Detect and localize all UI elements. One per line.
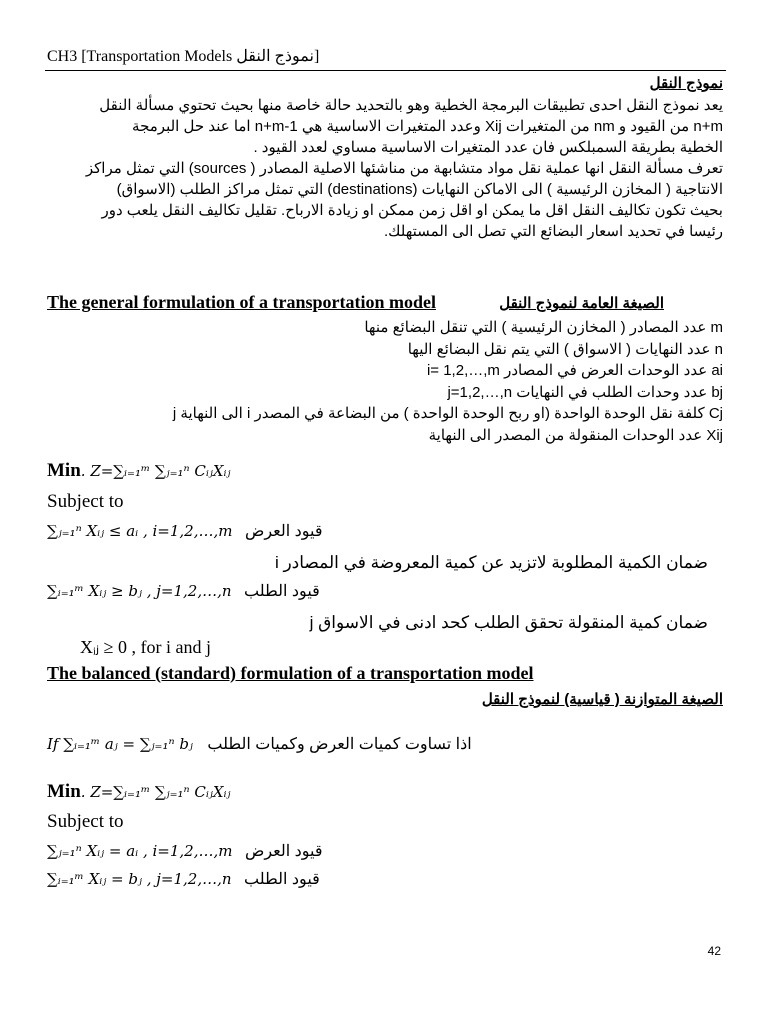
general-heading-en: The general formulation of a transportation model [47,292,436,312]
intro-line: تعرف مسألة النقل انها عملية نقل مواد متشابهة من مناشئها الاصلية المصادر ( sources) التي تمثل مراكز [85,160,723,177]
definition-item: bj عدد وحدات الطلب في النهايات j=1,2,…,n [447,383,723,401]
supply-label: قيود العرض [244,843,323,860]
general-objective [47,460,231,482]
intro-paragraph [41,95,723,242]
general-heading-ar: الصيغة العامة لنموذج النقل [499,295,664,312]
objective-expression: . Z=∑ᵢ₌₁ᵐ ∑ⱼ₌₁ⁿ CᵢⱼXᵢⱼ [80,783,231,801]
demand-label: قيود الطلب [244,583,320,600]
intro-line: رئيسا في تحديد اسعار البضائع التي تصل الى المستهلك. [383,223,723,240]
supply-constraint [47,520,323,541]
nonnegativity: Xᵢⱼ ≥ 0 , for i and j [80,637,211,657]
page-number: 42 [707,944,721,958]
supply-label: قيود العرض [244,523,323,540]
definition-item: ai عدد الوحدات العرض في المصادر i= 1,2,…,m [426,362,723,379]
header-divider [45,70,726,71]
intro-line: يعد نموذج النقل احدى تطبيقات البرمجة الخطية وهو بالتحديد حالة خاصة منها بحيث تحتوي مسألة النقل [99,97,723,114]
demand-note: ضمان كمية المنقولة تحقق الطلب كحد ادنى في الاسواق j [309,613,708,632]
definition-item: m عدد المصادر ( المخازن الرئيسية ) التي تنقل البضائع منها [364,319,723,336]
definition-item: Cj كلفة نقل الوحدة الواحدة (او ربح الوحدة الواحدة ) من البضاعة في المصدر i الى النهاية j [172,405,723,422]
demand-expression: ∑ᵢ₌₁ᵐ Xᵢⱼ = bⱼ , j=1,2,…,n [47,870,232,888]
balanced-heading-ar: الصيغة المتوازنة ( قياسية) لنموذج النقل [481,691,723,708]
balanced-demand-constraint [47,868,320,889]
balanced-objective [47,781,231,803]
balance-condition [47,733,472,754]
balance-note: اذا تساوت كميات العرض وكميات الطلب [207,736,472,753]
subject-to: Subject to [47,811,124,832]
supply-expression: ∑ⱼ₌₁ⁿ Xᵢⱼ ≤ aᵢ , i=1,2,…,m [47,522,233,540]
definitions-list [173,317,723,446]
objective-expression: . Z=∑ᵢ₌₁ᵐ ∑ⱼ₌₁ⁿ CᵢⱼXᵢⱼ [80,462,231,480]
intro-heading: نموذج النقل [649,75,723,92]
demand-constraint [47,580,320,601]
min-label: Min [47,781,81,802]
demand-label: قيود الطلب [244,871,320,888]
balance-expression: If ∑ᵢ₌₁ᵐ aⱼ = ∑ⱼ₌₁ⁿ bⱼ [47,735,193,753]
definition-item: n عدد النهايات ( الاسواق ) التي يتم نقل البضائع اليها [407,340,723,358]
demand-expression: ∑ᵢ₌₁ᵐ Xᵢⱼ ≥ bⱼ , j=1,2,…,n [47,582,232,600]
supply-note: ضمان الكمية المطلوبة لاتزيد عن كمية المعروضة في المصادر i [274,553,708,572]
min-label: Min [47,460,81,481]
supply-expression: ∑ⱼ₌₁ⁿ Xᵢⱼ = aᵢ , i=1,2,…,m [47,842,233,860]
intro-line: الخطية بطريقة السمبلكس فان عدد المتغيرات الاساسية مساوي لعدد القيود . [253,139,723,156]
definition-item: Xij عدد الوحدات المنقولة من المصدر الى النهاية [428,426,723,444]
subject-to: Subject to [47,491,124,512]
balanced-heading-en: The balanced (standard) formulation of a transportation model [47,663,534,683]
intro-line: بحيث تكون تكاليف النقل اقل ما يمكن او اقل زمن ممكن او زيادة الارباح. تقليل تكاليف النقل يلعب دور [101,202,723,219]
chapter-header: CH3 [Transportation Models نموذج النقل] [47,48,320,65]
balanced-supply-constraint [47,840,323,861]
intro-line: الانتاجية ( المخازن الرئيسية ) الى الاماكن النهايات (destinations) التي تمثل مراكز الطلب (الاسواق) [116,181,723,198]
intro-line: n+m من القيود و nm من المتغيرات Xij وعدد المتغيرات الاساسية هي n+m-1 اما عند حل البرمجة [132,118,723,135]
